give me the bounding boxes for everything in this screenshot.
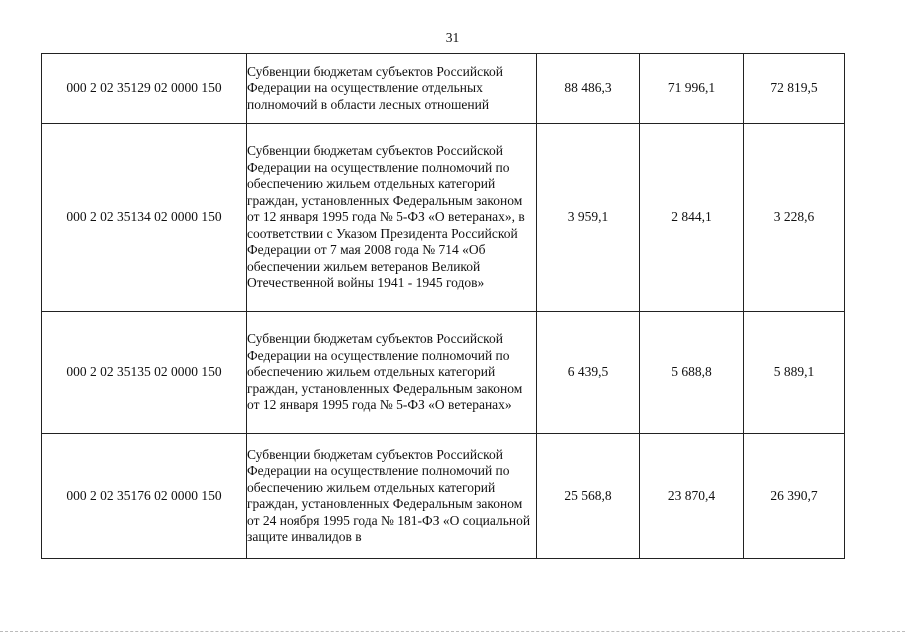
budget-code: 000 2 02 35129 02 0000 150 [42, 54, 247, 124]
item-description: Субвенции бюджетам субъектов Российской Федерации на осуществление отдельных полномочий в области лесных отношений [247, 54, 537, 124]
value-year-2: 23 870,4 [640, 434, 744, 559]
item-description: Субвенции бюджетам субъектов Российской Федерации на осуществление полномочий по обеспечению жильем отдельных категорий граждан, установленных Федеральным законом от 12 января 1995 года № 5-ФЗ «О ветеранах», в соответствии с Указом Президента Российской Федерации от 7 мая 2008 года № 714 «Об обеспечении жильем ветеранов Великой Отечественной войны 1941 - 1945 годов» [247, 124, 537, 312]
table-row [42, 312, 845, 434]
value-year-2: 71 996,1 [640, 54, 744, 124]
value-year-3: 3 228,6 [744, 124, 845, 312]
value-year-3: 72 819,5 [744, 54, 845, 124]
item-description: Субвенции бюджетам субъектов Российской Федерации на осуществление полномочий по обеспечению жильем отдельных категорий граждан, установленных Федеральным законом от 12 января 1995 года № 5-ФЗ «О ветеранах» [247, 312, 537, 434]
table-row [42, 124, 845, 312]
value-year-2: 5 688,8 [640, 312, 744, 434]
value-year-3: 5 889,1 [744, 312, 845, 434]
table-row [42, 54, 845, 124]
value-year-1: 3 959,1 [537, 124, 640, 312]
budget-code: 000 2 02 35134 02 0000 150 [42, 124, 247, 312]
value-year-3: 26 390,7 [744, 434, 845, 559]
budget-code: 000 2 02 35135 02 0000 150 [42, 312, 247, 434]
page-edge-divider [0, 631, 905, 632]
value-year-1: 6 439,5 [537, 312, 640, 434]
budget-table [41, 53, 845, 559]
value-year-1: 25 568,8 [537, 434, 640, 559]
page-number: 31 [445, 30, 460, 45]
table-row [42, 434, 845, 559]
item-description: Субвенции бюджетам субъектов Российской Федерации на осуществление полномочий по обеспечению жильем отдельных категорий граждан, установленных Федеральным законом от 24 ноября 1995 года № 181-ФЗ «О социальной защите инвалидов в [247, 434, 537, 559]
value-year-1: 88 486,3 [537, 54, 640, 124]
value-year-2: 2 844,1 [640, 124, 744, 312]
budget-code: 000 2 02 35176 02 0000 150 [42, 434, 247, 559]
